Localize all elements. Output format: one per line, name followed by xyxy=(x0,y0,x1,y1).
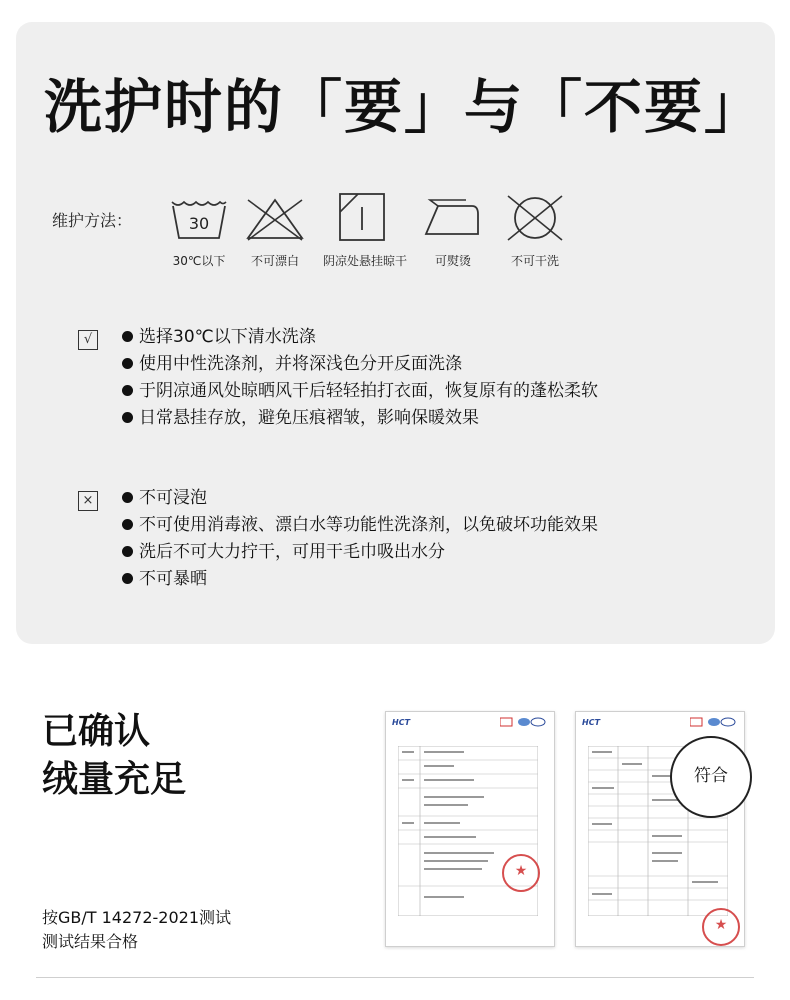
list-item: 日常悬挂存放，避免压痕褶皱，影响保暖效果 xyxy=(122,405,598,432)
no-dry-clean-icon xyxy=(504,194,566,242)
list-item: 洗后不可大力拧干，可用干毛巾吸出水分 xyxy=(122,539,598,566)
list-item: 不可暴晒 xyxy=(122,566,598,593)
iron-icon xyxy=(422,198,484,238)
confirm-line-2: 绒量充足 xyxy=(42,759,187,800)
red-stamp-icon: ★ xyxy=(702,908,740,946)
wash-30-caption: 30℃以下 xyxy=(172,254,226,268)
line-dry-caption: 阴凉处悬挂晾干 xyxy=(322,254,407,268)
page-title: 洗护时的「要」与「不要」 xyxy=(44,73,765,141)
red-stamp-icon: ★ xyxy=(502,854,540,892)
standard-line-1: 按GB/T 14272-2021测试 xyxy=(42,908,232,927)
certification-logos-icon xyxy=(690,717,736,727)
compliance-badge: 符合 xyxy=(670,736,752,818)
line-dry-shade-icon xyxy=(338,192,386,242)
report-brand-logo: HCT xyxy=(392,718,411,727)
iron-caption: 可熨烫 xyxy=(434,254,471,268)
dos-list xyxy=(122,324,598,432)
list-item: 不可使用消毒液、漂白水等功能性洗涤剂，以免破坏功能效果 xyxy=(122,512,598,539)
test-report-1 xyxy=(385,711,555,947)
report-brand-logo: HCT xyxy=(582,718,601,727)
list-item: 选择30℃以下清水洗涤 xyxy=(122,324,598,351)
no-dry-clean-caption: 不可干洗 xyxy=(510,254,559,268)
standard-line-2: 测试结果合格 xyxy=(42,932,139,951)
list-item: 不可浸泡 xyxy=(122,485,598,512)
down-confirm-heading xyxy=(42,708,186,804)
checkbox-check-icon: √ xyxy=(78,330,98,350)
donts-list xyxy=(122,485,598,593)
no-bleach-icon xyxy=(244,194,306,242)
divider xyxy=(36,977,754,978)
checkbox-cross-icon: × xyxy=(78,491,98,511)
wash-30-icon xyxy=(170,198,228,240)
list-item: 使用中性洗涤剂，并将深浅色分开反面洗涤 xyxy=(122,351,598,378)
no-bleach-caption: 不可漂白 xyxy=(250,254,299,268)
maintenance-label: 维护方法： xyxy=(52,211,133,230)
wash-temperature-label: 30 xyxy=(188,214,210,233)
confirm-line-1: 已确认 xyxy=(42,711,151,752)
list-item: 于阴凉通风处晾晒风干后轻轻拍打衣面，恢复原有的蓬松柔软 xyxy=(122,378,598,405)
certification-logos-icon xyxy=(500,717,546,727)
test-standard-note xyxy=(42,906,231,954)
